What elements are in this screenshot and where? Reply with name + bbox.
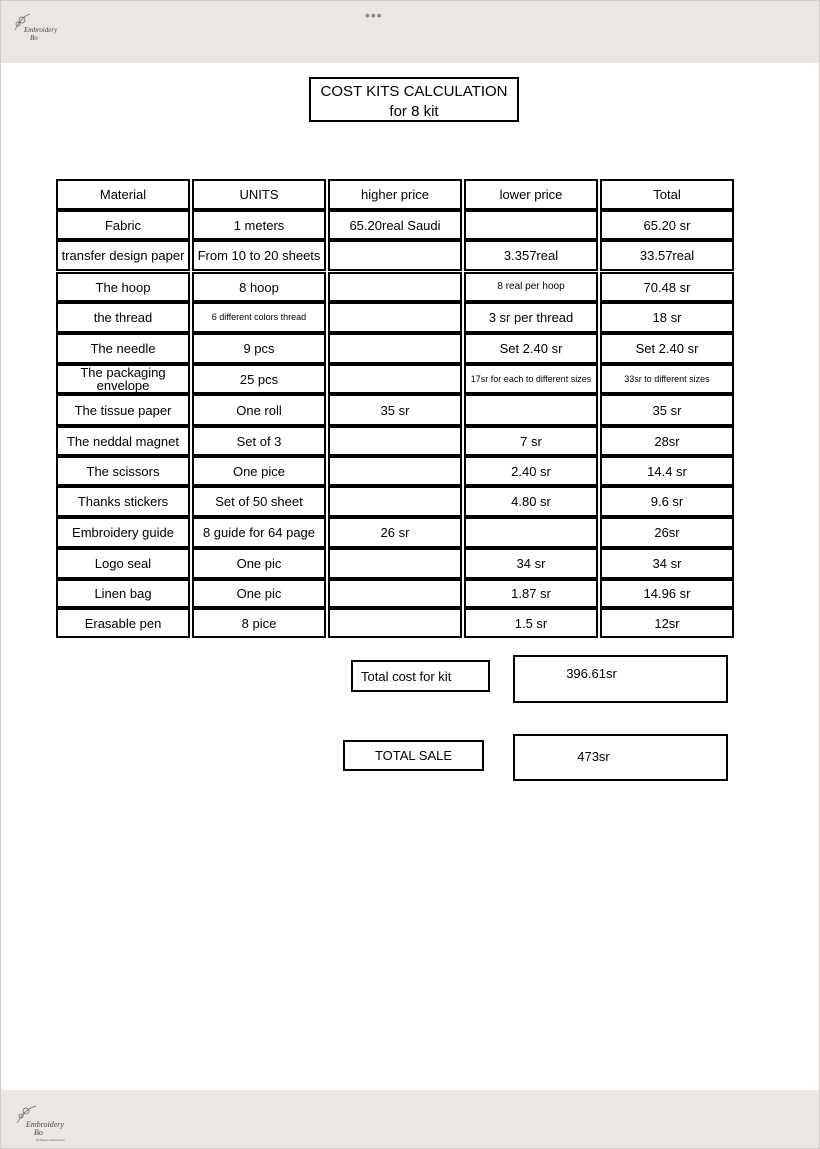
cell-lower-price: 1.5 sr <box>464 608 598 638</box>
cell-higher-price <box>328 240 462 271</box>
cell-total: 14.4 sr <box>600 456 734 486</box>
cell-total: 34 sr <box>600 548 734 579</box>
cell-total: 28sr <box>600 426 734 456</box>
cell-higher-price <box>328 486 462 517</box>
cell-units: 8 hoop <box>192 272 326 302</box>
top-band <box>1 1 819 63</box>
cell-material: Erasable pen <box>56 608 190 638</box>
cell-higher-price <box>328 272 462 302</box>
cell-lower-price <box>464 394 598 426</box>
cell-total: Set 2.40 sr <box>600 333 734 364</box>
cell-units: One pice <box>192 456 326 486</box>
embroidery-logo-icon <box>12 1103 64 1143</box>
cell-lower-price: 17sr for each to different sizes <box>464 364 598 394</box>
cell-lower-price: 8 real per hoop <box>464 272 598 302</box>
cell-material: The scissors <box>56 456 190 486</box>
cell-higher-price: 65.20real Saudi <box>328 210 462 240</box>
cell-units: Set of 3 <box>192 426 326 456</box>
cell-higher-price <box>328 333 462 364</box>
cell-material: the thread <box>56 302 190 333</box>
total-sale-value: 473sr <box>513 734 728 781</box>
header-units: UNITS <box>192 179 326 210</box>
svg-text:Bo: Bo <box>30 34 38 42</box>
cell-material: Thanks stickers <box>56 486 190 517</box>
cell-higher-price <box>328 426 462 456</box>
cell-material: Linen bag <box>56 579 190 608</box>
cell-units: 25 pcs <box>192 364 326 394</box>
cell-material: transfer design paper <box>56 240 190 271</box>
cell-higher-price: 35 sr <box>328 394 462 426</box>
cell-units: 6 different colors thread <box>192 302 326 333</box>
cell-material: The neddal magnet <box>56 426 190 456</box>
header-total: Total <box>600 179 734 210</box>
cell-total: 12sr <box>600 608 734 638</box>
cell-lower-price: 34 sr <box>464 548 598 579</box>
cell-higher-price <box>328 456 462 486</box>
bottom-band <box>1 1090 819 1148</box>
svg-text:By Bayan Alshamrani: By Bayan Alshamrani <box>36 1138 65 1142</box>
total-cost-value: 396.61sr <box>513 655 728 703</box>
cell-total: 9.6 sr <box>600 486 734 517</box>
svg-text:Bo: Bo <box>34 1128 43 1137</box>
logo-top <box>10 10 58 44</box>
cell-higher-price <box>328 302 462 333</box>
cell-lower-price: 4.80 sr <box>464 486 598 517</box>
cell-lower-price <box>464 517 598 548</box>
cell-lower-price: Set 2.40 sr <box>464 333 598 364</box>
cell-material: The packaging envelope <box>56 364 190 394</box>
total-sale-label: TOTAL SALE <box>343 740 484 771</box>
cell-units: 9 pcs <box>192 333 326 364</box>
logo-bottom <box>12 1103 64 1143</box>
cell-higher-price <box>328 548 462 579</box>
cell-units: One pic <box>192 579 326 608</box>
cell-total: 14.96 sr <box>600 579 734 608</box>
cell-units: One pic <box>192 548 326 579</box>
header-higher-price: higher price <box>328 179 462 210</box>
cell-material: Embroidery guide <box>56 517 190 548</box>
cell-lower-price: 3.357real <box>464 240 598 271</box>
cell-total: 35 sr <box>600 394 734 426</box>
cell-total: 26sr <box>600 517 734 548</box>
cell-units: From 10 to 20 sheets <box>192 240 326 271</box>
cell-material: The hoop <box>56 272 190 302</box>
header-lower-price: lower price <box>464 179 598 210</box>
cell-total: 65.20 sr <box>600 210 734 240</box>
document-title: COST KITS CALCULATION for 8 kit <box>309 77 519 122</box>
cell-material: The tissue paper <box>56 394 190 426</box>
cell-lower-price: 2.40 sr <box>464 456 598 486</box>
cell-units: One roll <box>192 394 326 426</box>
cell-lower-price: 1.87 sr <box>464 579 598 608</box>
cell-higher-price: 26 sr <box>328 517 462 548</box>
cell-material: Fabric <box>56 210 190 240</box>
cell-units: Set of 50 sheet <box>192 486 326 517</box>
total-cost-label: Total cost for kit <box>351 660 490 692</box>
cell-material: The needle <box>56 333 190 364</box>
cell-units: 8 guide for 64 page <box>192 517 326 548</box>
cell-units: 8 pice <box>192 608 326 638</box>
cell-higher-price <box>328 364 462 394</box>
cell-lower-price: 7 sr <box>464 426 598 456</box>
window-menu-dots[interactable]: ••• <box>365 7 383 23</box>
cell-units: 1 meters <box>192 210 326 240</box>
cell-higher-price <box>328 579 462 608</box>
embroidery-logo-icon <box>10 10 58 44</box>
cell-total: 70.48 sr <box>600 272 734 302</box>
svg-text:Embroidery: Embroidery <box>24 26 58 34</box>
cell-total: 18 sr <box>600 302 734 333</box>
cell-total: 33.57real <box>600 240 734 271</box>
svg-text:Embroidery: Embroidery <box>26 1120 64 1129</box>
cell-material: Logo seal <box>56 548 190 579</box>
cell-lower-price <box>464 210 598 240</box>
cell-total: 33sr to different sizes <box>600 364 734 394</box>
cell-lower-price: 3 sr per thread <box>464 302 598 333</box>
cell-higher-price <box>328 608 462 638</box>
header-material: Material <box>56 179 190 210</box>
